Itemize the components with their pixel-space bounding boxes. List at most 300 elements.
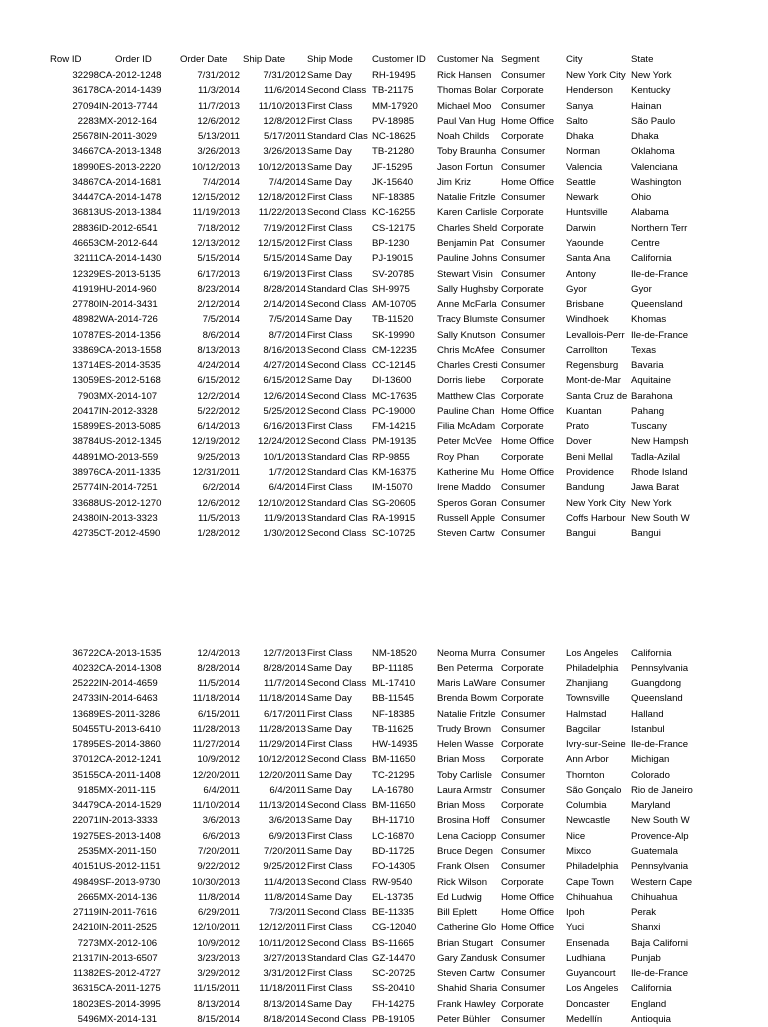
order-id-cell[interactable]: MO-2013-559 <box>99 451 159 463</box>
ship-date-cell[interactable]: 2/14/2014 <box>263 299 306 311</box>
state-cell[interactable]: Dhaka <box>631 131 659 143</box>
ship-date-cell[interactable]: 3/27/2013 <box>263 952 306 964</box>
row-id-cell[interactable]: 33688 <box>72 497 99 509</box>
row-id-cell[interactable]: 13689 <box>72 708 99 720</box>
row-id-cell[interactable]: 2665 <box>77 891 99 903</box>
order-date-cell[interactable]: 6/29/2011 <box>198 907 240 919</box>
segment-cell[interactable]: Consumer <box>501 161 546 173</box>
customer-id-cell[interactable]: RP-9855 <box>372 451 410 463</box>
order-id-cell[interactable]: ES-2014-3995 <box>99 998 161 1010</box>
segment-cell[interactable]: Consumer <box>501 815 546 827</box>
customer-name-cell[interactable]: Frank Olsen <box>437 861 490 873</box>
customer-id-cell[interactable]: CC-12145 <box>372 360 416 372</box>
order-date-cell[interactable]: 3/26/2013 <box>197 146 240 158</box>
segment-cell[interactable]: Home Office <box>501 115 555 127</box>
order-date-cell[interactable]: 12/6/2012 <box>197 115 240 127</box>
row-id-cell[interactable]: 34447 <box>72 192 99 204</box>
city-cell[interactable]: São Gonçalo <box>566 784 622 796</box>
order-id-cell[interactable]: ES-2013-1408 <box>99 830 161 842</box>
customer-id-cell[interactable]: TB-21175 <box>372 85 414 97</box>
customer-id-cell[interactable]: NF-18385 <box>372 192 415 204</box>
row-id-cell[interactable]: 18990 <box>72 161 99 173</box>
ship-date-cell[interactable]: 9/25/2012 <box>263 861 306 873</box>
state-cell[interactable]: Tuscany <box>631 421 667 433</box>
customer-id-cell[interactable]: FM-14215 <box>372 421 416 433</box>
order-id-cell[interactable]: CA-2013-1348 <box>99 146 162 158</box>
city-cell[interactable]: Newcastle <box>566 815 611 827</box>
segment-cell[interactable]: Home Office <box>501 891 555 903</box>
ship-date-cell[interactable]: 11/10/2013 <box>258 100 306 112</box>
city-cell[interactable]: Huntsville <box>566 207 608 219</box>
customer-name-cell[interactable]: Neoma Murra <box>437 647 496 659</box>
customer-name-cell[interactable]: Charles Cresti <box>437 360 498 372</box>
order-id-cell[interactable]: IN-2014-3431 <box>99 299 158 311</box>
state-cell[interactable]: Rhode Island <box>631 467 688 479</box>
ship-date-cell[interactable]: 11/13/2014 <box>258 800 306 812</box>
customer-id-cell[interactable]: SK-19990 <box>372 329 415 341</box>
ship-date-cell[interactable]: 12/18/2012 <box>257 192 306 204</box>
customer-id-cell[interactable]: IM-15070 <box>372 482 413 494</box>
order-date-cell[interactable]: 8/6/2014 <box>202 329 240 341</box>
customer-id-cell[interactable]: HW-14935 <box>372 739 418 751</box>
customer-name-cell[interactable]: Trudy Brown <box>437 723 492 735</box>
order-date-cell[interactable]: 12/20/2011 <box>192 769 240 781</box>
customer-name-cell[interactable]: Paul Van Hug <box>437 115 496 127</box>
ship-mode-cell[interactable]: Same Day <box>307 662 352 674</box>
ship-mode-cell[interactable]: Second Class <box>307 390 367 402</box>
state-cell[interactable]: Jawa Barat <box>631 482 679 494</box>
ship-date-cell[interactable]: 6/4/2014 <box>268 482 306 494</box>
order-date-cell[interactable]: 8/13/2014 <box>197 998 240 1010</box>
city-cell[interactable]: Medellín <box>566 1013 603 1025</box>
order-id-cell[interactable]: IN-2011-3029 <box>99 131 157 143</box>
ship-mode-cell[interactable]: Same Day <box>307 846 352 857</box>
customer-id-cell[interactable]: MM-17920 <box>372 100 418 112</box>
segment-cell[interactable]: Corporate <box>501 800 544 812</box>
ship-mode-cell[interactable]: Second Class <box>307 436 367 448</box>
city-cell[interactable]: Dhaka <box>566 131 594 143</box>
ship-mode-cell[interactable]: First Class <box>307 968 353 980</box>
customer-name-cell[interactable]: Helen Wasse <box>437 739 494 751</box>
order-id-cell[interactable]: CA-2011-1408 <box>99 769 161 781</box>
customer-name-cell[interactable]: Bruce Degen <box>437 846 493 857</box>
ship-mode-cell[interactable]: First Class <box>307 708 353 720</box>
customer-name-cell[interactable]: Filia McAdam <box>437 421 496 433</box>
ship-mode-cell[interactable]: First Class <box>307 922 353 934</box>
order-date-cell[interactable]: 1/28/2012 <box>197 528 240 540</box>
order-id-cell[interactable]: TU-2013-6410 <box>99 723 161 735</box>
segment-cell[interactable]: Consumer <box>501 528 546 540</box>
city-cell[interactable]: Halmstad <box>566 708 607 720</box>
segment-cell[interactable]: Consumer <box>501 268 546 280</box>
row-id-cell[interactable]: 38976 <box>72 467 99 479</box>
state-cell[interactable]: Guatemala <box>631 846 678 857</box>
ship-mode-cell[interactable]: Second Class <box>307 1013 367 1025</box>
customer-name-cell[interactable]: Pauline Chan <box>437 405 495 417</box>
state-cell[interactable]: Chihuahua <box>631 891 678 903</box>
city-cell[interactable]: Ludhiana <box>566 952 606 964</box>
customer-name-cell[interactable]: Shahid Sharia <box>437 983 498 995</box>
ship-mode-cell[interactable]: Second Class <box>307 85 367 97</box>
city-cell[interactable]: Bandung <box>566 482 605 494</box>
ship-mode-cell[interactable]: Same Day <box>307 891 352 903</box>
ship-mode-cell[interactable]: Second Class <box>307 876 367 888</box>
segment-cell[interactable]: Corporate <box>501 390 544 402</box>
segment-cell[interactable]: Corporate <box>501 375 544 387</box>
ship-mode-cell[interactable]: Standard Clas <box>307 467 368 479</box>
customer-id-cell[interactable]: PB-19105 <box>372 1013 415 1025</box>
state-cell[interactable]: Ile-de-France <box>631 968 689 980</box>
state-cell[interactable]: Maryland <box>631 800 671 812</box>
segment-cell[interactable]: Consumer <box>501 299 546 311</box>
state-cell[interactable]: Tadla-Azilal <box>631 451 681 463</box>
order-id-cell[interactable]: ES-2013-2220 <box>99 161 161 173</box>
customer-name-cell[interactable]: Rick Wilson <box>437 876 488 888</box>
customer-id-cell[interactable]: SS-20410 <box>372 983 415 995</box>
row-id-cell[interactable]: 2283 <box>77 115 99 127</box>
customer-name-cell[interactable]: Jason Fortun <box>437 161 493 173</box>
ship-date-cell[interactable]: 10/1/2013 <box>263 451 306 463</box>
customer-name-cell[interactable]: Stewart Visin <box>437 268 493 280</box>
ship-date-cell[interactable]: 11/7/2014 <box>264 678 306 690</box>
state-cell[interactable]: California <box>631 983 672 995</box>
order-id-cell[interactable]: ES-2011-3286 <box>99 708 161 720</box>
customer-id-cell[interactable]: AM-10705 <box>372 299 417 311</box>
order-id-cell[interactable]: MX-2014-136 <box>99 891 158 903</box>
ship-mode-cell[interactable]: Standard Clas <box>307 497 368 509</box>
ship-date-cell[interactable]: 8/16/2013 <box>263 344 306 356</box>
customer-id-cell[interactable]: JF-15295 <box>372 161 413 173</box>
order-id-cell[interactable]: US-2012-1345 <box>99 436 162 448</box>
city-cell[interactable]: Coffs Harbour <box>566 512 626 524</box>
order-id-cell[interactable]: US-2012-1270 <box>99 497 162 509</box>
ship-mode-cell[interactable]: Second Class <box>307 207 367 219</box>
state-cell[interactable]: England <box>631 998 667 1010</box>
segment-cell[interactable]: Corporate <box>501 876 544 888</box>
customer-id-cell[interactable]: ML-17410 <box>372 678 416 690</box>
ship-mode-cell[interactable]: Second Class <box>307 360 367 372</box>
city-cell[interactable]: Valencia <box>566 161 603 173</box>
order-id-cell[interactable]: ES-2014-1356 <box>99 329 161 341</box>
order-date-cell[interactable]: 12/10/2011 <box>192 922 240 934</box>
state-cell[interactable]: Aquitaine <box>631 375 672 387</box>
ship-mode-cell[interactable]: Same Day <box>307 815 352 827</box>
customer-id-cell[interactable]: TB-21280 <box>372 146 415 158</box>
ship-mode-cell[interactable]: First Class <box>307 983 353 995</box>
order-id-cell[interactable]: CA-2013-1558 <box>99 344 162 356</box>
order-id-cell[interactable]: IN-2013-3333 <box>99 815 158 827</box>
order-date-cell[interactable]: 11/7/2013 <box>198 100 240 112</box>
state-cell[interactable]: Alabama <box>631 207 669 219</box>
row-id-cell[interactable]: 38784 <box>72 436 99 448</box>
row-id-cell[interactable]: 7903 <box>77 390 99 402</box>
ship-mode-cell[interactable]: Same Day <box>307 723 352 735</box>
city-cell[interactable]: Townsville <box>566 693 610 705</box>
state-cell[interactable]: Khomas <box>631 314 667 326</box>
segment-cell[interactable]: Consumer <box>501 647 546 659</box>
customer-name-cell[interactable]: Irene Maddo <box>437 482 491 494</box>
customer-name-cell[interactable]: Sally Hughsby <box>437 283 499 295</box>
segment-cell[interactable]: Consumer <box>501 344 546 356</box>
customer-name-cell[interactable]: Russell Apple <box>437 512 496 524</box>
order-id-cell[interactable]: ES-2012-5168 <box>99 375 161 387</box>
state-cell[interactable]: Centre <box>631 237 660 249</box>
segment-cell[interactable]: Corporate <box>501 693 544 705</box>
customer-name-cell[interactable]: Benjamin Pat <box>437 237 495 249</box>
state-cell[interactable]: Halland <box>631 708 664 720</box>
ship-date-cell[interactable]: 11/18/2011 <box>259 983 306 995</box>
city-cell[interactable]: Levallois-Perr <box>566 329 625 341</box>
ship-date-cell[interactable]: 12/20/2011 <box>258 769 306 781</box>
segment-cell[interactable]: Home Office <box>501 436 555 448</box>
city-cell[interactable]: Henderson <box>566 85 613 97</box>
customer-id-cell[interactable]: PC-19000 <box>372 405 416 417</box>
row-id-cell[interactable]: 36813 <box>72 207 99 219</box>
state-cell[interactable]: Rio de Janeiro <box>631 784 693 796</box>
customer-id-cell[interactable]: SH-9975 <box>372 283 410 295</box>
row-id-cell[interactable]: 20417 <box>72 405 99 417</box>
customer-name-cell[interactable]: Sally Knutson <box>437 329 496 341</box>
city-cell[interactable]: Kuantan <box>566 405 602 417</box>
order-date-cell[interactable]: 12/19/2012 <box>191 436 240 448</box>
city-cell[interactable]: Yuci <box>566 922 585 934</box>
customer-name-cell[interactable]: Brosina Hoff <box>437 815 490 827</box>
ship-mode-cell[interactable]: First Class <box>307 115 353 127</box>
city-cell[interactable]: Doncaster <box>566 998 610 1010</box>
order-date-cell[interactable]: 2/12/2014 <box>197 299 240 311</box>
customer-id-cell[interactable]: NC-18625 <box>372 131 416 143</box>
ship-mode-cell[interactable]: First Class <box>307 482 353 494</box>
city-cell[interactable]: Columbia <box>566 800 607 812</box>
city-cell[interactable]: Carrollton <box>566 344 608 356</box>
ship-mode-cell[interactable]: Second Class <box>307 528 367 540</box>
order-date-cell[interactable]: 6/15/2011 <box>198 708 240 720</box>
state-cell[interactable]: Queensland <box>631 299 683 311</box>
city-cell[interactable]: Santa Ana <box>566 253 611 265</box>
segment-cell[interactable]: Consumer <box>501 70 546 81</box>
segment-cell[interactable]: Consumer <box>501 708 546 720</box>
city-cell[interactable]: Los Angeles <box>566 647 619 659</box>
ship-date-cell[interactable]: 5/17/2011 <box>264 131 306 143</box>
order-date-cell[interactable]: 12/6/2012 <box>197 497 240 509</box>
order-date-cell[interactable]: 10/9/2012 <box>197 937 240 949</box>
city-cell[interactable]: Cape Town <box>566 876 614 888</box>
customer-name-cell[interactable]: Ben Peterma <box>437 662 493 674</box>
row-id-cell[interactable]: 10787 <box>72 329 99 341</box>
order-id-cell[interactable]: CA-2011-1275 <box>99 983 161 995</box>
order-date-cell[interactable]: 12/15/2012 <box>191 192 240 204</box>
ship-date-cell[interactable]: 11/6/2014 <box>264 85 306 97</box>
order-date-cell[interactable]: 11/15/2011 <box>193 983 240 995</box>
order-date-cell[interactable]: 11/28/2013 <box>192 723 240 735</box>
order-id-cell[interactable]: ES-2014-3535 <box>99 360 161 372</box>
city-cell[interactable]: Brisbane <box>566 299 604 311</box>
ship-date-cell[interactable]: 11/8/2014 <box>264 891 306 903</box>
customer-name-cell[interactable]: Ed Ludwig <box>437 891 482 903</box>
customer-id-cell[interactable]: JK-15640 <box>372 176 414 188</box>
customer-name-cell[interactable]: Jim Kriz <box>437 176 472 188</box>
header-customer-id[interactable]: Customer ID <box>372 54 426 65</box>
order-date-cell[interactable]: 6/4/2011 <box>203 784 240 796</box>
customer-id-cell[interactable]: PV-18985 <box>372 115 415 127</box>
customer-id-cell[interactable]: RA-19915 <box>372 512 416 524</box>
customer-name-cell[interactable]: Charles Sheld <box>437 222 498 234</box>
row-id-cell[interactable]: 32298 <box>72 70 99 81</box>
segment-cell[interactable]: Consumer <box>501 329 546 341</box>
ship-date-cell[interactable]: 3/31/2012 <box>263 968 306 980</box>
segment-cell[interactable]: Home Office <box>501 176 555 188</box>
state-cell[interactable]: Pahang <box>631 405 665 417</box>
order-id-cell[interactable]: SF-2013-9730 <box>99 876 161 888</box>
segment-cell[interactable]: Consumer <box>501 983 546 995</box>
ship-date-cell[interactable]: 7/19/2012 <box>263 222 306 234</box>
customer-name-cell[interactable]: Peter McVee <box>437 436 492 448</box>
segment-cell[interactable]: Corporate <box>501 421 544 433</box>
row-id-cell[interactable]: 34667 <box>72 146 99 158</box>
ship-mode-cell[interactable]: First Class <box>307 222 353 234</box>
state-cell[interactable]: California <box>631 253 672 265</box>
ship-mode-cell[interactable]: Same Day <box>307 998 352 1010</box>
order-id-cell[interactable]: MX-2011-115 <box>99 784 156 796</box>
segment-cell[interactable]: Consumer <box>501 1013 546 1025</box>
ship-mode-cell[interactable]: First Class <box>307 861 353 873</box>
segment-cell[interactable]: Consumer <box>501 512 546 524</box>
ship-mode-cell[interactable]: First Class <box>307 421 353 433</box>
ship-date-cell[interactable]: 10/12/2012 <box>257 754 306 766</box>
ship-date-cell[interactable]: 11/29/2014 <box>258 739 306 751</box>
order-date-cell[interactable]: 6/2/2014 <box>202 482 240 494</box>
customer-id-cell[interactable]: BB-11545 <box>372 693 414 705</box>
state-cell[interactable]: Gyor <box>631 283 652 295</box>
row-id-cell[interactable]: 32111 <box>73 253 99 265</box>
segment-cell[interactable]: Corporate <box>501 998 544 1010</box>
city-cell[interactable]: Zhanjiang <box>566 678 609 690</box>
order-id-cell[interactable]: IN-2012-3328 <box>99 405 158 417</box>
order-id-cell[interactable]: CA-2012-1248 <box>99 70 162 81</box>
segment-cell[interactable]: Consumer <box>501 253 546 265</box>
order-date-cell[interactable]: 11/5/2014 <box>198 678 240 690</box>
ship-date-cell[interactable]: 12/7/2013 <box>263 647 306 659</box>
order-id-cell[interactable]: ES-2014-3860 <box>99 739 161 751</box>
header-segment[interactable]: Segment <box>501 54 540 65</box>
city-cell[interactable]: Providence <box>566 467 614 479</box>
ship-mode-cell[interactable]: Standard Clas <box>307 952 368 964</box>
customer-name-cell[interactable]: Brenda Bowm <box>437 693 498 705</box>
ship-mode-cell[interactable]: First Class <box>307 830 353 842</box>
order-id-cell[interactable]: CT-2012-4590 <box>99 528 161 540</box>
state-cell[interactable]: Antioquia <box>631 1013 672 1025</box>
ship-date-cell[interactable]: 11/18/2014 <box>258 693 306 705</box>
city-cell[interactable]: Mont-de-Mar <box>566 375 621 387</box>
ship-date-cell[interactable]: 1/7/2012 <box>268 467 306 479</box>
row-id-cell[interactable]: 28836 <box>72 222 99 234</box>
customer-name-cell[interactable]: Toby Carlisle <box>437 769 492 781</box>
city-cell[interactable]: Newark <box>566 192 599 204</box>
state-cell[interactable]: Washington <box>631 176 682 188</box>
row-id-cell[interactable]: 36178 <box>72 85 99 97</box>
ship-date-cell[interactable]: 11/28/2013 <box>258 723 306 735</box>
header-row-id[interactable]: Row ID <box>50 54 82 65</box>
ship-mode-cell[interactable]: Same Day <box>307 161 352 173</box>
segment-cell[interactable]: Home Office <box>501 405 555 417</box>
city-cell[interactable]: Bagcilar <box>566 723 601 735</box>
segment-cell[interactable]: Consumer <box>501 769 546 781</box>
segment-cell[interactable]: Consumer <box>501 100 546 112</box>
ship-mode-cell[interactable]: First Class <box>307 329 353 341</box>
row-id-cell[interactable]: 37012 <box>72 754 99 766</box>
order-date-cell[interactable]: 8/28/2014 <box>197 662 240 674</box>
ship-date-cell[interactable]: 11/22/2013 <box>258 207 306 219</box>
state-cell[interactable]: Texas <box>631 344 657 356</box>
row-id-cell[interactable]: 25678 <box>72 131 99 143</box>
ship-date-cell[interactable]: 12/8/2012 <box>263 115 306 127</box>
customer-id-cell[interactable]: MC-17635 <box>372 390 417 402</box>
customer-id-cell[interactable]: NF-18385 <box>372 708 415 720</box>
city-cell[interactable]: Nice <box>566 830 586 842</box>
ship-date-cell[interactable]: 10/11/2012 <box>258 937 306 949</box>
customer-id-cell[interactable]: EL-13735 <box>372 891 414 903</box>
customer-name-cell[interactable]: Noah Childs <box>437 131 490 143</box>
customer-id-cell[interactable]: PJ-19015 <box>372 253 414 265</box>
customer-name-cell[interactable]: Bill Eplett <box>437 907 477 919</box>
order-id-cell[interactable]: ES-2012-4727 <box>99 968 161 980</box>
header-order-date[interactable]: Order Date <box>180 54 228 65</box>
ship-date-cell[interactable]: 8/7/2014 <box>268 329 306 341</box>
customer-id-cell[interactable]: CS-12175 <box>372 222 416 234</box>
order-date-cell[interactable]: 6/15/2012 <box>197 375 240 387</box>
customer-name-cell[interactable]: Karen Carlisle <box>437 207 498 219</box>
ship-mode-cell[interactable]: First Class <box>307 268 353 280</box>
segment-cell[interactable]: Corporate <box>501 451 544 463</box>
order-id-cell[interactable]: ES-2013-5085 <box>99 421 161 433</box>
customer-name-cell[interactable]: Steven Cartw <box>437 968 495 980</box>
state-cell[interactable]: Queensland <box>631 693 683 705</box>
row-id-cell[interactable]: 22071 <box>72 815 99 827</box>
segment-cell[interactable]: Home Office <box>501 907 555 919</box>
ship-date-cell[interactable]: 3/6/2013 <box>268 815 306 827</box>
order-id-cell[interactable]: CA-2011-1335 <box>99 467 161 479</box>
header-order-id[interactable]: Order ID <box>115 54 152 65</box>
order-id-cell[interactable]: IN-2013-7744 <box>99 100 158 112</box>
customer-name-cell[interactable]: Toby Braunha <box>437 146 497 158</box>
state-cell[interactable]: New South W <box>631 512 690 524</box>
customer-id-cell[interactable]: BM-11650 <box>372 800 416 812</box>
row-id-cell[interactable]: 46653 <box>72 237 99 249</box>
city-cell[interactable]: Ivry-sur-Seine <box>566 739 626 751</box>
customer-id-cell[interactable]: RH-19495 <box>372 70 416 81</box>
segment-cell[interactable]: Consumer <box>501 861 546 873</box>
customer-id-cell[interactable]: DI-13600 <box>372 375 412 387</box>
ship-mode-cell[interactable]: Standard Clas <box>307 283 368 295</box>
state-cell[interactable]: Kentucky <box>631 85 671 97</box>
order-date-cell[interactable]: 5/13/2011 <box>198 131 240 143</box>
order-id-cell[interactable]: WA-2014-726 <box>99 314 158 326</box>
customer-id-cell[interactable]: RW-9540 <box>372 876 413 888</box>
state-cell[interactable]: Northern Terr <box>631 222 688 234</box>
order-date-cell[interactable]: 10/9/2012 <box>197 754 240 766</box>
order-date-cell[interactable]: 11/27/2014 <box>192 739 240 751</box>
city-cell[interactable]: New York City <box>566 70 626 81</box>
order-date-cell[interactable]: 11/8/2014 <box>198 891 240 903</box>
ship-date-cell[interactable]: 12/12/2011 <box>258 922 306 934</box>
header-city[interactable]: City <box>566 54 583 65</box>
customer-id-cell[interactable]: TB-11520 <box>372 314 414 326</box>
segment-cell[interactable]: Consumer <box>501 830 546 842</box>
ship-date-cell[interactable]: 3/26/2013 <box>263 146 306 158</box>
segment-cell[interactable]: Consumer <box>501 146 546 158</box>
customer-id-cell[interactable]: FO-14305 <box>372 861 416 873</box>
order-id-cell[interactable]: US-2013-1384 <box>99 207 162 219</box>
